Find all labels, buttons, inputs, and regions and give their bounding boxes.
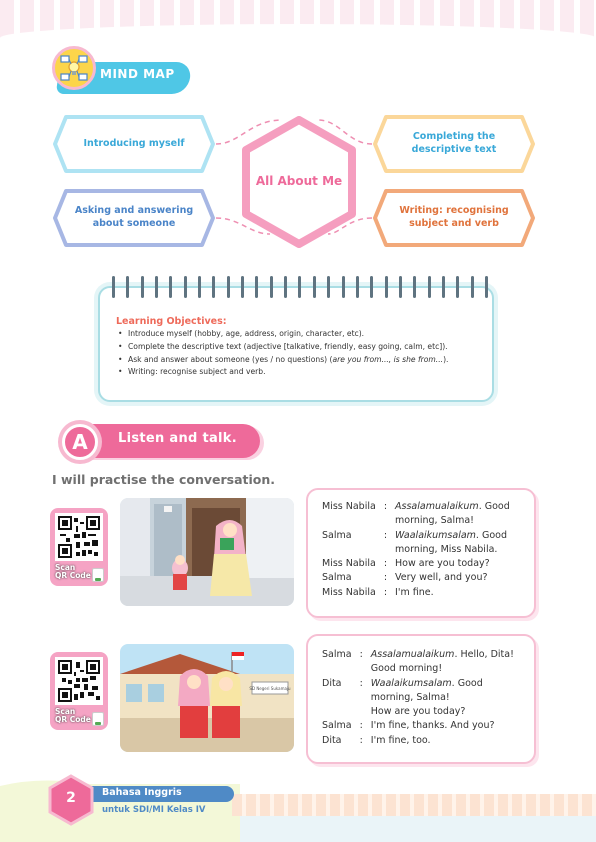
greeting-italic: Waalaikumsalam: [395, 529, 476, 541]
school-sign: SD Negeri Sukamaju: [249, 686, 291, 691]
utterance: [371, 677, 526, 720]
utterance-text: . Hello, Dita! Good morning!: [370, 649, 514, 675]
mind-map-icon: [60, 54, 88, 82]
colon: :: [383, 572, 388, 584]
dialog-row: [322, 529, 526, 558]
speaker: Salma: [322, 720, 352, 732]
ring: [270, 276, 273, 298]
speaker: Dita: [322, 734, 342, 746]
ring: [112, 276, 115, 298]
mind-map-node-label: Writing: recognising subject and verb: [399, 205, 509, 229]
qr-code-image[interactable]: [55, 513, 103, 561]
objective-text: Ask and answer about someone (yes / no questions) (: [128, 354, 333, 364]
ring: [141, 276, 144, 298]
section-letter-badge: A: [62, 424, 98, 460]
dialog-row: [322, 571, 526, 585]
mind-map-node-subject-verb: [372, 188, 536, 248]
ring: [327, 276, 330, 298]
top-decorative-strip: [0, 0, 596, 38]
utterance-text: How are you today?: [370, 706, 466, 717]
page-number: 2: [66, 790, 76, 806]
colon: :: [383, 501, 388, 512]
ring: [370, 276, 373, 298]
dialog-row: [322, 719, 526, 733]
mind-map-heading: MIND MAP: [100, 67, 175, 81]
ring: [184, 276, 187, 298]
objective-item: • Writing: recognise subject and verb.: [116, 366, 488, 378]
notebook-rings: [112, 276, 488, 300]
ring: [356, 276, 359, 298]
book-subtitle: untuk SDI/MI Kelas IV: [102, 805, 206, 815]
speaker: Miss Nabila: [322, 558, 376, 569]
mind-map-node-descriptive-text: [372, 114, 536, 174]
book-title: Bahasa Inggris: [102, 787, 182, 798]
dialog-row: [322, 500, 526, 529]
qr-label-line: Scan: [55, 563, 76, 572]
colon: :: [383, 558, 388, 569]
speaker: Miss Nabila: [322, 586, 376, 598]
ring: [126, 276, 129, 298]
section-instruction: I will practise the conversation.: [52, 472, 276, 487]
utterance: How are you today?: [395, 558, 490, 569]
dialog-row: [322, 557, 526, 571]
dialog-table: [322, 500, 526, 600]
ring: [313, 276, 316, 298]
qr-label-line: Scan: [55, 707, 76, 716]
ring: [241, 276, 244, 298]
utterance: I'm fine.: [395, 586, 434, 598]
ring: [155, 276, 158, 298]
mind-map-node-asking-answering: [52, 188, 216, 248]
learning-objectives-title: Learning Objectives:: [116, 316, 227, 327]
ring: [428, 276, 431, 298]
ring: [385, 276, 388, 298]
colon: :: [359, 734, 363, 746]
objective-text: ).: [443, 354, 449, 364]
ring: [169, 276, 172, 298]
mind-map-center-label: All About Me: [255, 174, 343, 188]
dialog-row: [322, 734, 526, 748]
speaker: Miss Nabila: [322, 501, 376, 512]
dialog-row: [322, 586, 526, 600]
ring: [442, 276, 445, 298]
phone-icon: [92, 568, 104, 582]
mind-map-node-label: Introducing myself: [83, 137, 185, 149]
ring: [471, 276, 474, 298]
qr-label-line: QR Code: [55, 715, 91, 725]
ring: [284, 276, 287, 298]
utterance-text: . Good morning, Miss Nabila.: [395, 529, 507, 555]
greeting-italic: Assalamualaikum: [370, 649, 455, 660]
phone-icon: [92, 712, 104, 726]
objective-italic: are you from..., is she from...: [332, 354, 444, 364]
section-title: Listen and talk.: [118, 431, 237, 446]
greeting-italic: Waalaikumsalam: [370, 677, 452, 689]
mind-map-node-introducing-myself: [52, 114, 216, 174]
colon: :: [359, 677, 363, 689]
utterance: I'm fine, too.: [370, 734, 431, 746]
dialog-table: [322, 648, 526, 748]
colon: :: [359, 649, 363, 660]
utterance: [395, 529, 526, 558]
utterance: I'm fine, thanks. And you?: [370, 720, 495, 732]
learning-objectives-list: [116, 328, 488, 379]
utterance: [395, 500, 526, 529]
qr-code-card[interactable]: [50, 652, 108, 730]
qr-label: [55, 564, 91, 581]
colon: :: [359, 720, 363, 732]
utterance: Very well, and you?: [395, 572, 488, 584]
footer-stripe: [232, 794, 596, 816]
speaker: Dita: [322, 677, 342, 689]
qr-label: [55, 708, 91, 725]
objective-item: • Introduce myself (hobby, age, address, origin, character, etc).: [116, 328, 488, 340]
ring: [198, 276, 201, 298]
ring: [413, 276, 416, 298]
dialog-box-1: [306, 488, 536, 618]
mind-map-node-label: Completing the descriptive text: [411, 131, 497, 155]
utterance-text: . Good morning, Salma!: [370, 677, 483, 703]
greeting-italic: Assalamualaikum: [395, 501, 479, 512]
mind-map-node-label: Asking and answering about someone: [74, 205, 194, 229]
dialog-box-2: [306, 634, 536, 764]
speaker: Salma: [322, 529, 352, 541]
qr-code-image[interactable]: [55, 657, 103, 705]
objective-item: [116, 354, 488, 366]
ring: [227, 276, 230, 298]
dialog-row: [322, 648, 526, 677]
speaker: Salma: [322, 649, 352, 660]
speaker: Salma: [322, 572, 352, 584]
qr-label-line: QR Code: [55, 571, 91, 581]
ring: [485, 276, 488, 298]
utterance: [371, 648, 526, 677]
colon: :: [383, 529, 388, 541]
qr-code-card[interactable]: [50, 508, 108, 586]
illustration-hallway: [120, 498, 294, 606]
illustration-schoolyard: [120, 644, 294, 752]
ring: [456, 276, 459, 298]
dialog-row: [322, 677, 526, 720]
objective-item: • Complete the descriptive text (adjective [talkative, friendly, easy going, calm, etc]).: [116, 341, 488, 353]
utterance-text: . Good morning, Salma!: [395, 501, 510, 527]
ring: [212, 276, 215, 298]
ring: [342, 276, 345, 298]
ring: [255, 276, 258, 298]
ring: [399, 276, 402, 298]
ring: [298, 276, 301, 298]
colon: :: [383, 586, 388, 598]
